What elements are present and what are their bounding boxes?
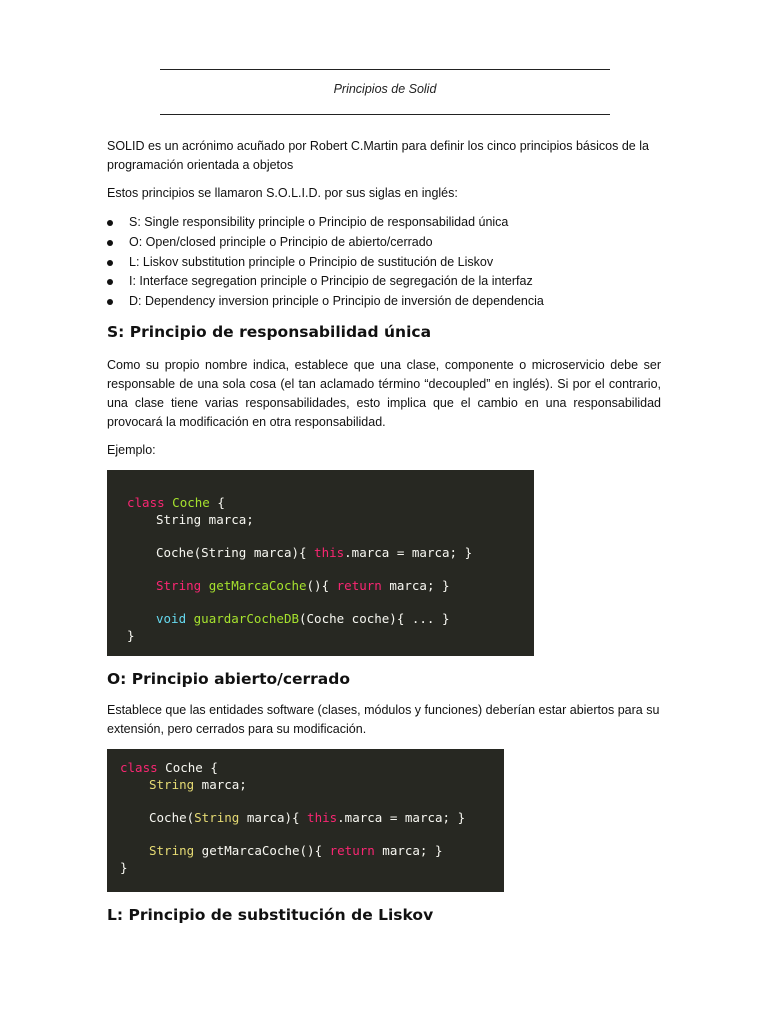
section-s-body: Como su propio nombre indica, establece que una clase, componente o microservicio debe ser responsable de una sola cosa (el tan aclamado término “decoupled” en inglés). Si por el contrario, una clase tiene varias responsabilidades, esto implica que el cambio en una responsabilidad provocará la modificación en otra responsabilidad.: [107, 358, 661, 429]
code-function: guardarCocheDB: [193, 611, 299, 626]
list-item: [107, 253, 661, 273]
code-text: .marca = marca; }: [344, 545, 473, 560]
code-text: Coche(: [149, 810, 195, 825]
code-keyword: return: [336, 578, 382, 593]
list-item-text: L: Liskov substitution principle o Principio de sustitución de Liskov: [129, 254, 494, 269]
section-l-heading: L: Principio de substitución de Liskov: [107, 906, 434, 924]
code-function: getMarcaCoche: [208, 578, 307, 593]
list-item-text: S: Single responsibility principle o Principio de responsabilidad única: [129, 215, 509, 229]
code-type: String: [156, 578, 202, 593]
code-type: String: [149, 843, 195, 858]
bullet-icon: [107, 279, 113, 285]
principles-list: [107, 213, 661, 312]
code-text: marca){: [239, 810, 308, 825]
page-header-title: Principios de Solid: [333, 82, 437, 96]
code-type: String: [194, 810, 240, 825]
code-type: String: [201, 545, 247, 560]
list-item: [107, 233, 661, 253]
section-o-body: Establece que las entidades software (clases, módulos y funciones) deberían estar abiertos para su extensión, pero cerrados para su modificación.: [107, 703, 660, 736]
code-text: marca){: [246, 545, 315, 560]
code-text: Coche {: [157, 760, 218, 775]
bullet-icon: [107, 260, 113, 266]
code-text: .marca = marca; }: [337, 810, 466, 825]
code-keyword: return: [329, 843, 375, 858]
list-item: [107, 292, 661, 312]
code-keyword: class: [120, 760, 158, 775]
header-bottom-rule: [160, 114, 610, 115]
code-line: [156, 578, 450, 593]
code-keyword: this: [314, 545, 345, 560]
code-class-name: Coche: [172, 495, 210, 510]
code-text: (){: [306, 578, 337, 593]
code-text: }: [120, 860, 128, 875]
code-text: Coche(: [156, 545, 202, 560]
header-top-rule: [160, 69, 610, 70]
code-line: [156, 512, 254, 527]
code-line: [149, 843, 443, 858]
code-line: [127, 628, 135, 643]
list-item-text: D: Dependency inversion principle o Principio de inversión de dependencia: [129, 294, 544, 309]
code-block-o: [107, 749, 504, 892]
code-keyword: this: [307, 810, 338, 825]
list-item-text: I: Interface segregation principle o Principio de segregación de la interfaz: [129, 274, 533, 289]
list-item: [107, 213, 661, 233]
code-text: marca;: [201, 512, 254, 527]
code-line: [120, 860, 128, 875]
code-text: (Coche coche){ ... }: [299, 611, 450, 626]
code-type: String: [156, 512, 202, 527]
section-o-heading: O: Principio abierto/cerrado: [107, 670, 351, 688]
bullet-icon: [107, 299, 113, 305]
code-line: [127, 495, 225, 510]
intro-paragraph: SOLID es un acrónimo acuñado por Robert C.Martin para definir los cinco principios básicos de la programación orientada a objetos: [107, 139, 649, 172]
list-item-text: O: Open/closed principle o Principio de abierto/cerrado: [129, 234, 433, 249]
code-line: [149, 777, 247, 792]
code-line: [156, 611, 450, 626]
code-text: getMarcaCoche(){: [194, 843, 330, 858]
list-item: [107, 272, 661, 292]
code-text: marca; }: [374, 843, 443, 858]
bullet-icon: [107, 240, 113, 246]
code-text: }: [127, 628, 135, 643]
code-line: [156, 545, 472, 560]
intro-siglas-paragraph: Estos principios se llamaron S.O.L.I.D. por sus siglas en inglés:: [107, 186, 458, 200]
code-line: [120, 760, 218, 775]
code-text: marca; }: [381, 578, 450, 593]
code-line: [149, 810, 465, 825]
bullet-icon: [107, 220, 113, 226]
code-block-s: [107, 470, 534, 656]
example-label: Ejemplo:: [107, 443, 156, 457]
code-text: marca;: [194, 777, 247, 792]
section-s-heading: S: Principio de responsabilidad única: [107, 323, 432, 341]
code-keyword: void: [156, 611, 187, 626]
code-keyword: class: [127, 495, 165, 510]
code-text: {: [209, 495, 225, 510]
code-type: String: [149, 777, 195, 792]
